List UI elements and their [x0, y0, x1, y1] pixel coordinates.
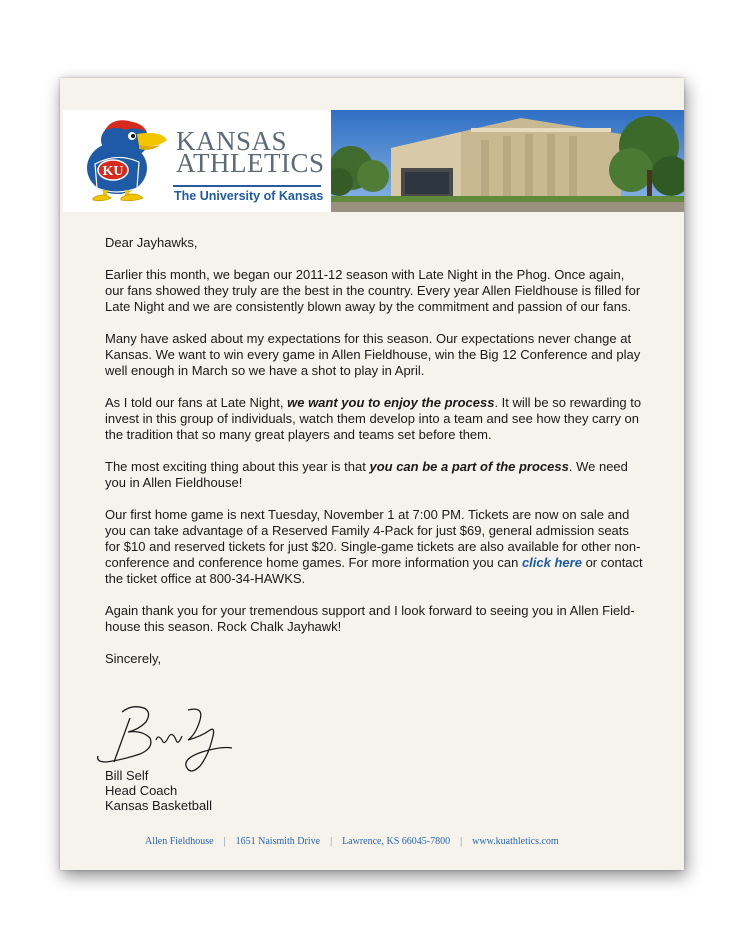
click-here-link[interactable]: click here: [521, 555, 582, 570]
text-run: . We need you in Allen Fieldhouse!: [105, 459, 628, 490]
paragraph-late-night: Earlier this month, we began our 2011-12 season with Late Night in the Phog. Once again, our fans showed they truly are the best in the country. Every year Allen Fieldhouse is filled for Late Night and we are consistently blown away by the commitment and passion of our fans.: [105, 267, 641, 314]
text-run: As I told our fans at Late Night,: [105, 395, 288, 410]
signer-block: [105, 768, 212, 813]
paragraph-part-of-process: [105, 459, 645, 491]
brand-divider: [173, 185, 321, 187]
letter-page: [60, 78, 684, 870]
fieldhouse-photo: [331, 110, 684, 212]
footer-address: 1651 Naismith Drive: [235, 836, 321, 847]
footer-separator: |: [460, 836, 463, 847]
letterhead: [63, 110, 684, 212]
paragraph-thanks: Again thank you for your tremendous support and I look forward to seeing you in Allen Field-house this season. Rock Chalk Jayhawk!: [105, 603, 635, 634]
brand-name-line2: ATHLETICS: [176, 148, 325, 178]
allen-fieldhouse-image: [331, 110, 684, 212]
text-run: or contact the ticket office at 800-34-HAWKS.: [105, 555, 643, 586]
emphasis-part-of-process: you can be a part of the process: [369, 459, 569, 474]
footer-separator: |: [223, 836, 226, 847]
footer-city: Lawrence, KS 66045-7800: [342, 836, 451, 847]
footer-separator: |: [330, 836, 333, 847]
text-run: The most exciting thing about this year is that: [105, 459, 370, 474]
closing: Sincerely,: [105, 651, 162, 666]
emblem-text: KU: [102, 164, 124, 179]
university-name: The University of Kansas: [174, 189, 324, 203]
jayhawk-mascot-icon: [77, 118, 169, 204]
footer-venue: Allen Fieldhouse: [145, 836, 214, 847]
letter-footer: [145, 836, 559, 847]
signer-name: Bill Self: [105, 768, 149, 783]
salutation: Dear Jayhawks,: [105, 235, 198, 250]
paragraph-expectations: Many have asked about my expectations for this season. Our expectations never change at Kansas. We want to win every game in Allen Fieldhouse, win the Big 12 Conference and play well enough in March so we have a shot to play in April.: [105, 331, 641, 378]
letter-body: [105, 235, 645, 683]
paragraph-process: [105, 395, 645, 443]
text-run: Our first home game is next Tuesday, November 1 at 7:00 PM. Tickets are now on sale and you can take advantage of a Reserved Family 4-Pack for just $69, general admission seats for $10 and reserved tickets for just $20. Single-game tickets are also available for other non-conference and conference home games. For more information you can: [105, 507, 641, 570]
brand-name: [176, 126, 325, 178]
brand-block: [63, 110, 331, 212]
paragraph-tickets: [105, 507, 645, 587]
brand-name-line1: KANSAS: [176, 126, 288, 156]
emphasis-enjoy-process: we want you to enjoy the process: [287, 395, 495, 410]
signer-title: Head Coach: [105, 783, 178, 798]
footer-website-link[interactable]: www.kuathletics.com: [472, 836, 559, 847]
signer-team: Kansas Basketball: [105, 798, 212, 813]
text-run: . It will be so rewarding to invest in this group of individuals, watch them develop into a team and see how they carry on the tradition that so many great players and teams set before them.: [105, 395, 642, 442]
